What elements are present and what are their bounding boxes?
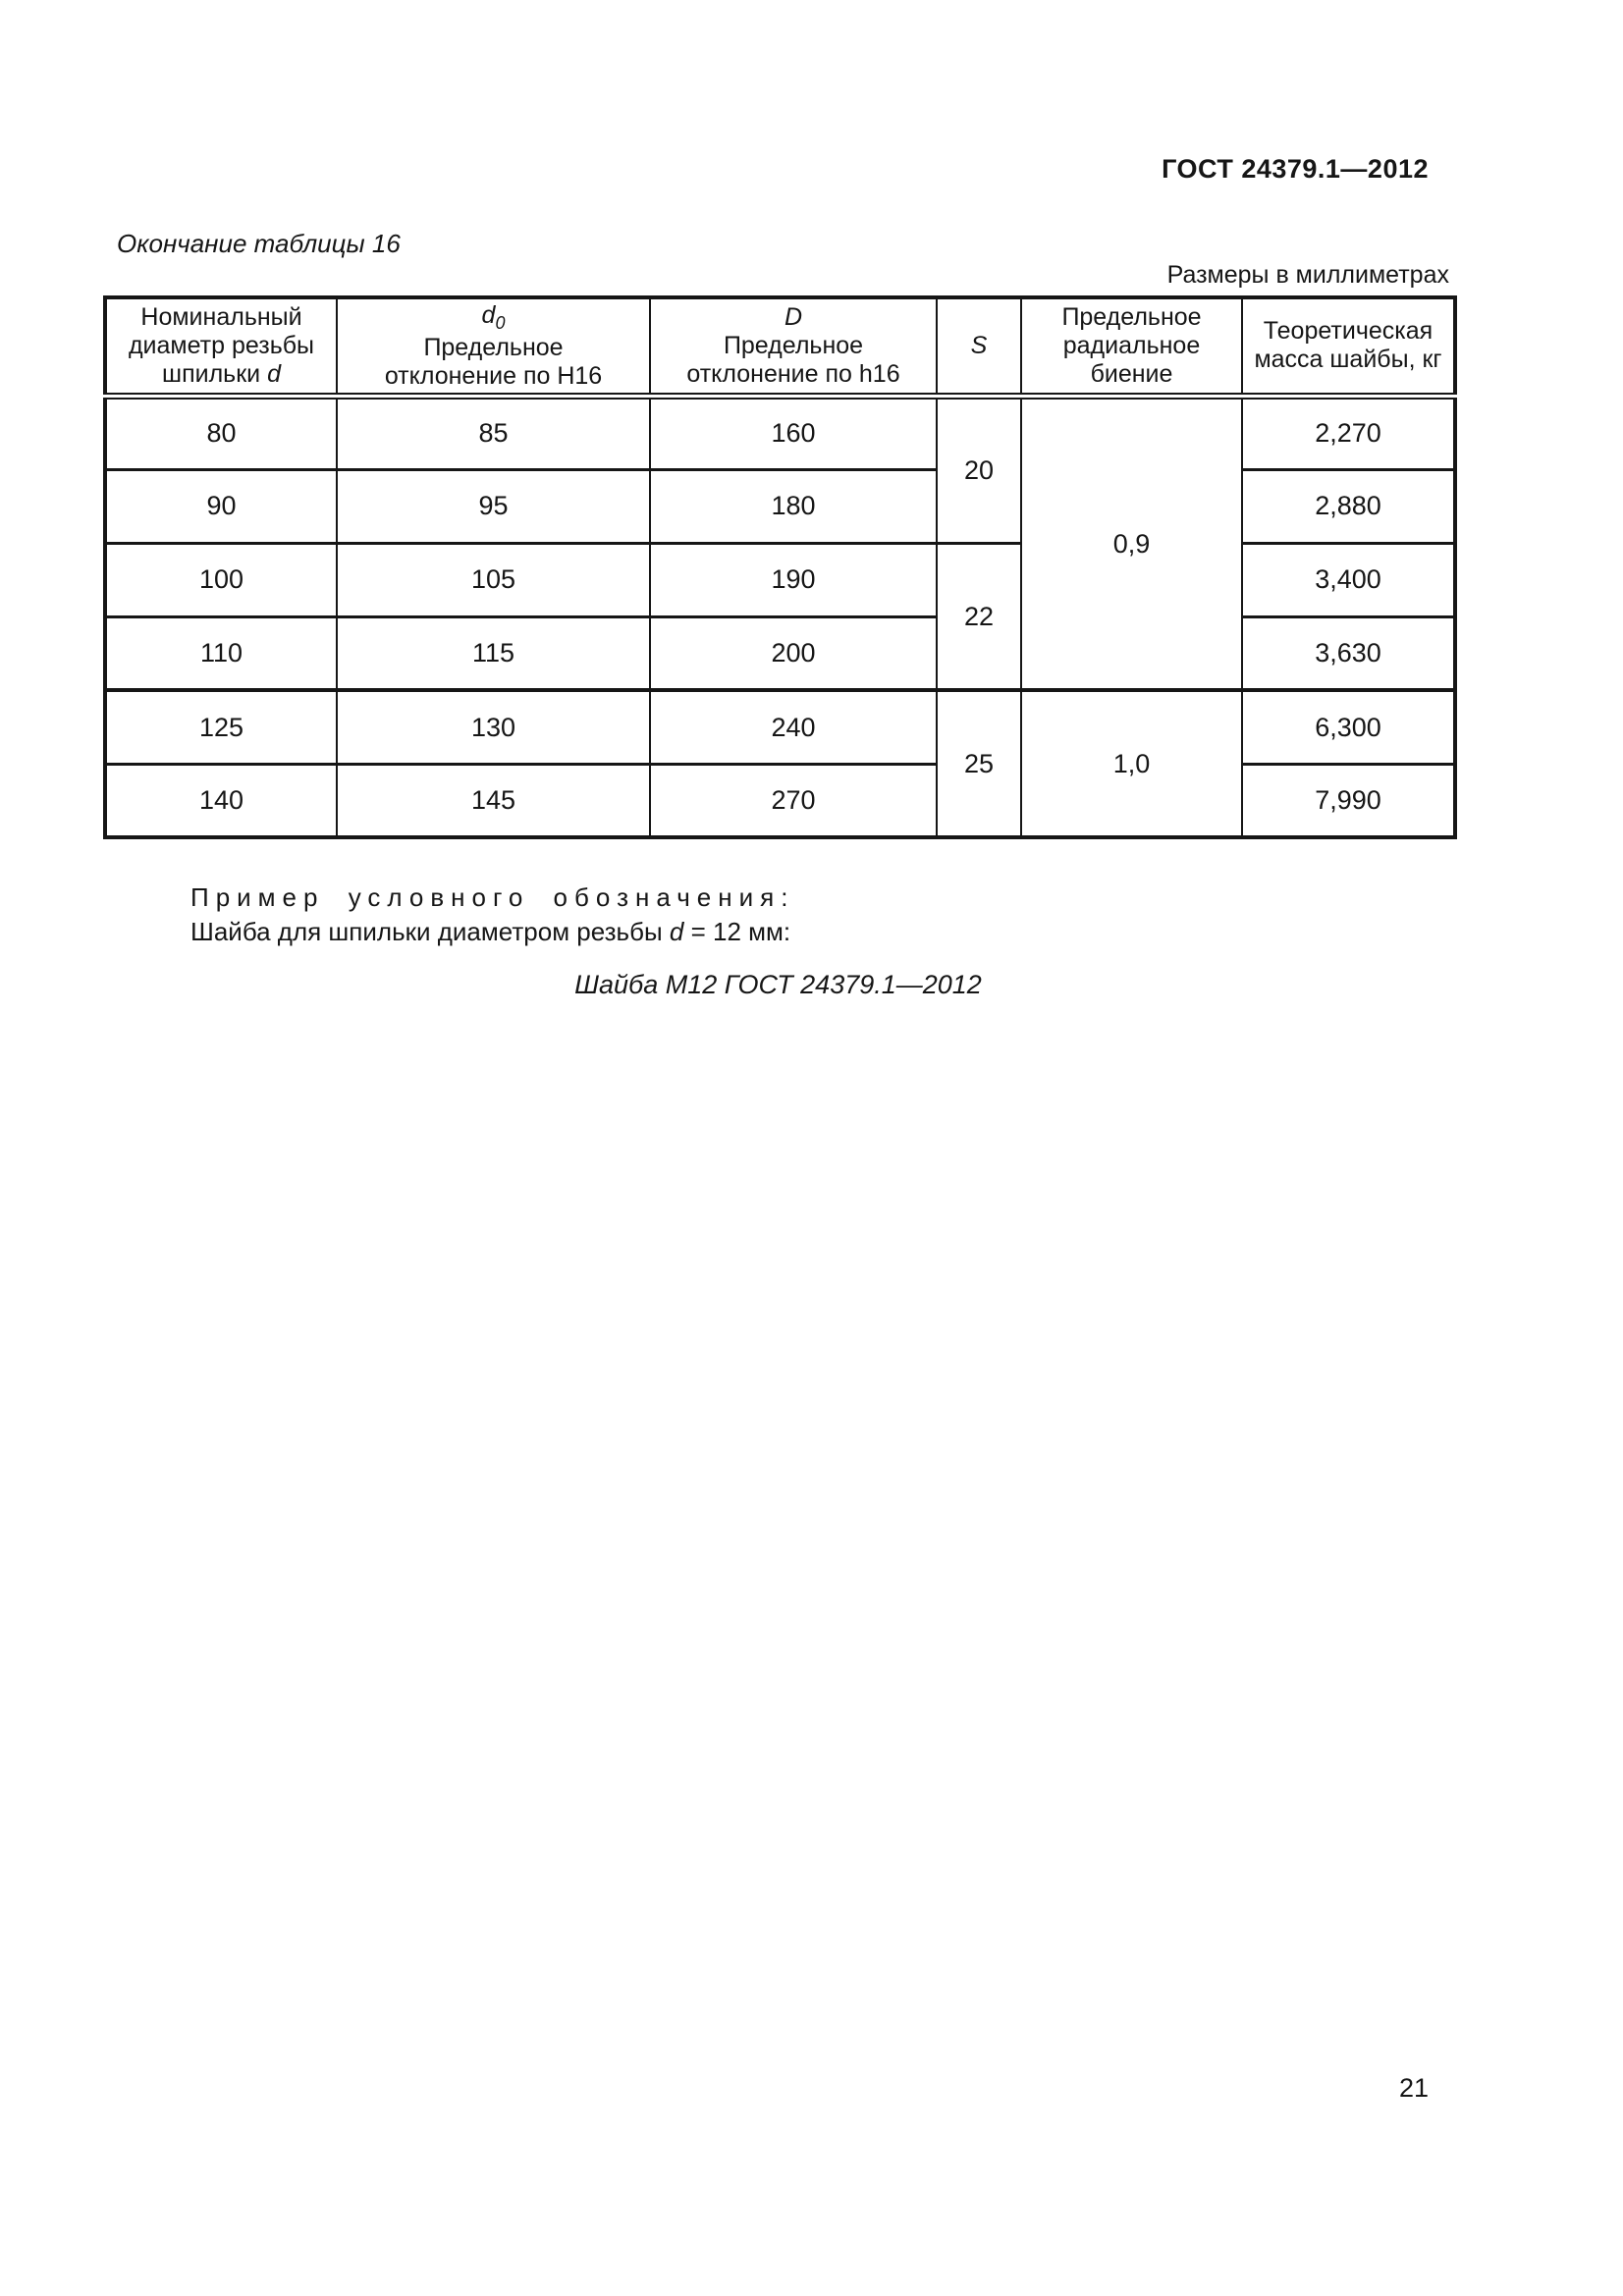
header-d0-line1: Предельное <box>423 333 564 361</box>
cell-d0: 105 <box>337 543 650 616</box>
cell-D: 200 <box>650 616 937 690</box>
cell-runout-group: 1,0 <box>1021 690 1242 837</box>
var-d-icon: d <box>267 359 281 388</box>
washer-dimensions-table <box>103 295 1457 839</box>
cell-mass: 2,880 <box>1242 469 1455 543</box>
cell-D: 160 <box>650 396 937 469</box>
header-d0-symbol <box>344 301 643 334</box>
var-S: S <box>970 331 988 359</box>
header-D-line2: отклонение по h16 <box>686 359 900 388</box>
page-number: 21 <box>1398 2073 1429 2103</box>
cell-d0: 85 <box>337 396 650 469</box>
header-S <box>937 297 1021 396</box>
cell-mass: 2,270 <box>1242 396 1455 469</box>
cell-mass: 7,990 <box>1242 764 1455 837</box>
cell-d0: 115 <box>337 616 650 690</box>
example-description <box>190 917 790 947</box>
cell-d: 140 <box>105 764 337 837</box>
table-header-row <box>105 297 1455 396</box>
table-row <box>105 543 1455 616</box>
cell-d0: 145 <box>337 764 650 837</box>
header-nominal-diameter <box>105 297 337 396</box>
cell-mass: 6,300 <box>1242 690 1455 764</box>
doc-code: ГОСТ 24379.1—2012 <box>1162 154 1429 184</box>
cell-mass: 3,630 <box>1242 616 1455 690</box>
table-row <box>105 616 1455 690</box>
cell-runout-group: 0,9 <box>1021 396 1242 690</box>
cell-D: 270 <box>650 764 937 837</box>
example-heading: Пример условного обозначения: <box>190 882 795 912</box>
var-d0-subscript: 0 <box>495 313 506 333</box>
header-theoretical-mass: Теоретическая масса шайбы, кг <box>1242 297 1455 396</box>
cell-D: 180 <box>650 469 937 543</box>
cell-D: 190 <box>650 543 937 616</box>
table-row <box>105 396 1455 469</box>
cell-mass: 3,400 <box>1242 543 1455 616</box>
cell-d: 125 <box>105 690 337 764</box>
example-description-suffix: = 12 мм: <box>690 917 791 946</box>
header-d0-line2: отклонение по H16 <box>384 361 603 390</box>
cell-s-group: 22 <box>937 543 1021 690</box>
cell-d: 100 <box>105 543 337 616</box>
cell-s-group: 25 <box>937 690 1021 837</box>
table-row <box>105 469 1455 543</box>
var-d-example: d <box>669 917 684 946</box>
cell-d: 90 <box>105 469 337 543</box>
example-designation: Шайба М12 ГОСТ 24379.1—2012 <box>574 970 982 999</box>
cell-D: 240 <box>650 690 937 764</box>
table-row <box>105 764 1455 837</box>
header-D-symbol <box>657 303 930 332</box>
table-continuation-caption: Окончание таблицы 16 <box>117 229 401 258</box>
example-description-prefix: Шайба для шпильки диаметром резьбы <box>190 917 663 946</box>
cell-d0: 130 <box>337 690 650 764</box>
cell-d: 110 <box>105 616 337 690</box>
units-note: Размеры в миллиметрах <box>1166 261 1449 289</box>
header-radial-runout: Предельное радиальное биение <box>1021 297 1242 396</box>
var-d0: d <box>481 301 496 329</box>
cell-s-group: 20 <box>937 396 1021 543</box>
var-D: D <box>784 302 803 331</box>
header-D-line1: Предельное <box>723 331 864 359</box>
header-D <box>650 297 937 396</box>
header-d0 <box>337 297 650 396</box>
cell-d0: 95 <box>337 469 650 543</box>
cell-d: 80 <box>105 396 337 469</box>
table-row <box>105 690 1455 764</box>
header-nominal-diameter-text: Номинальный диаметр резьбы шпильки <box>128 302 315 388</box>
